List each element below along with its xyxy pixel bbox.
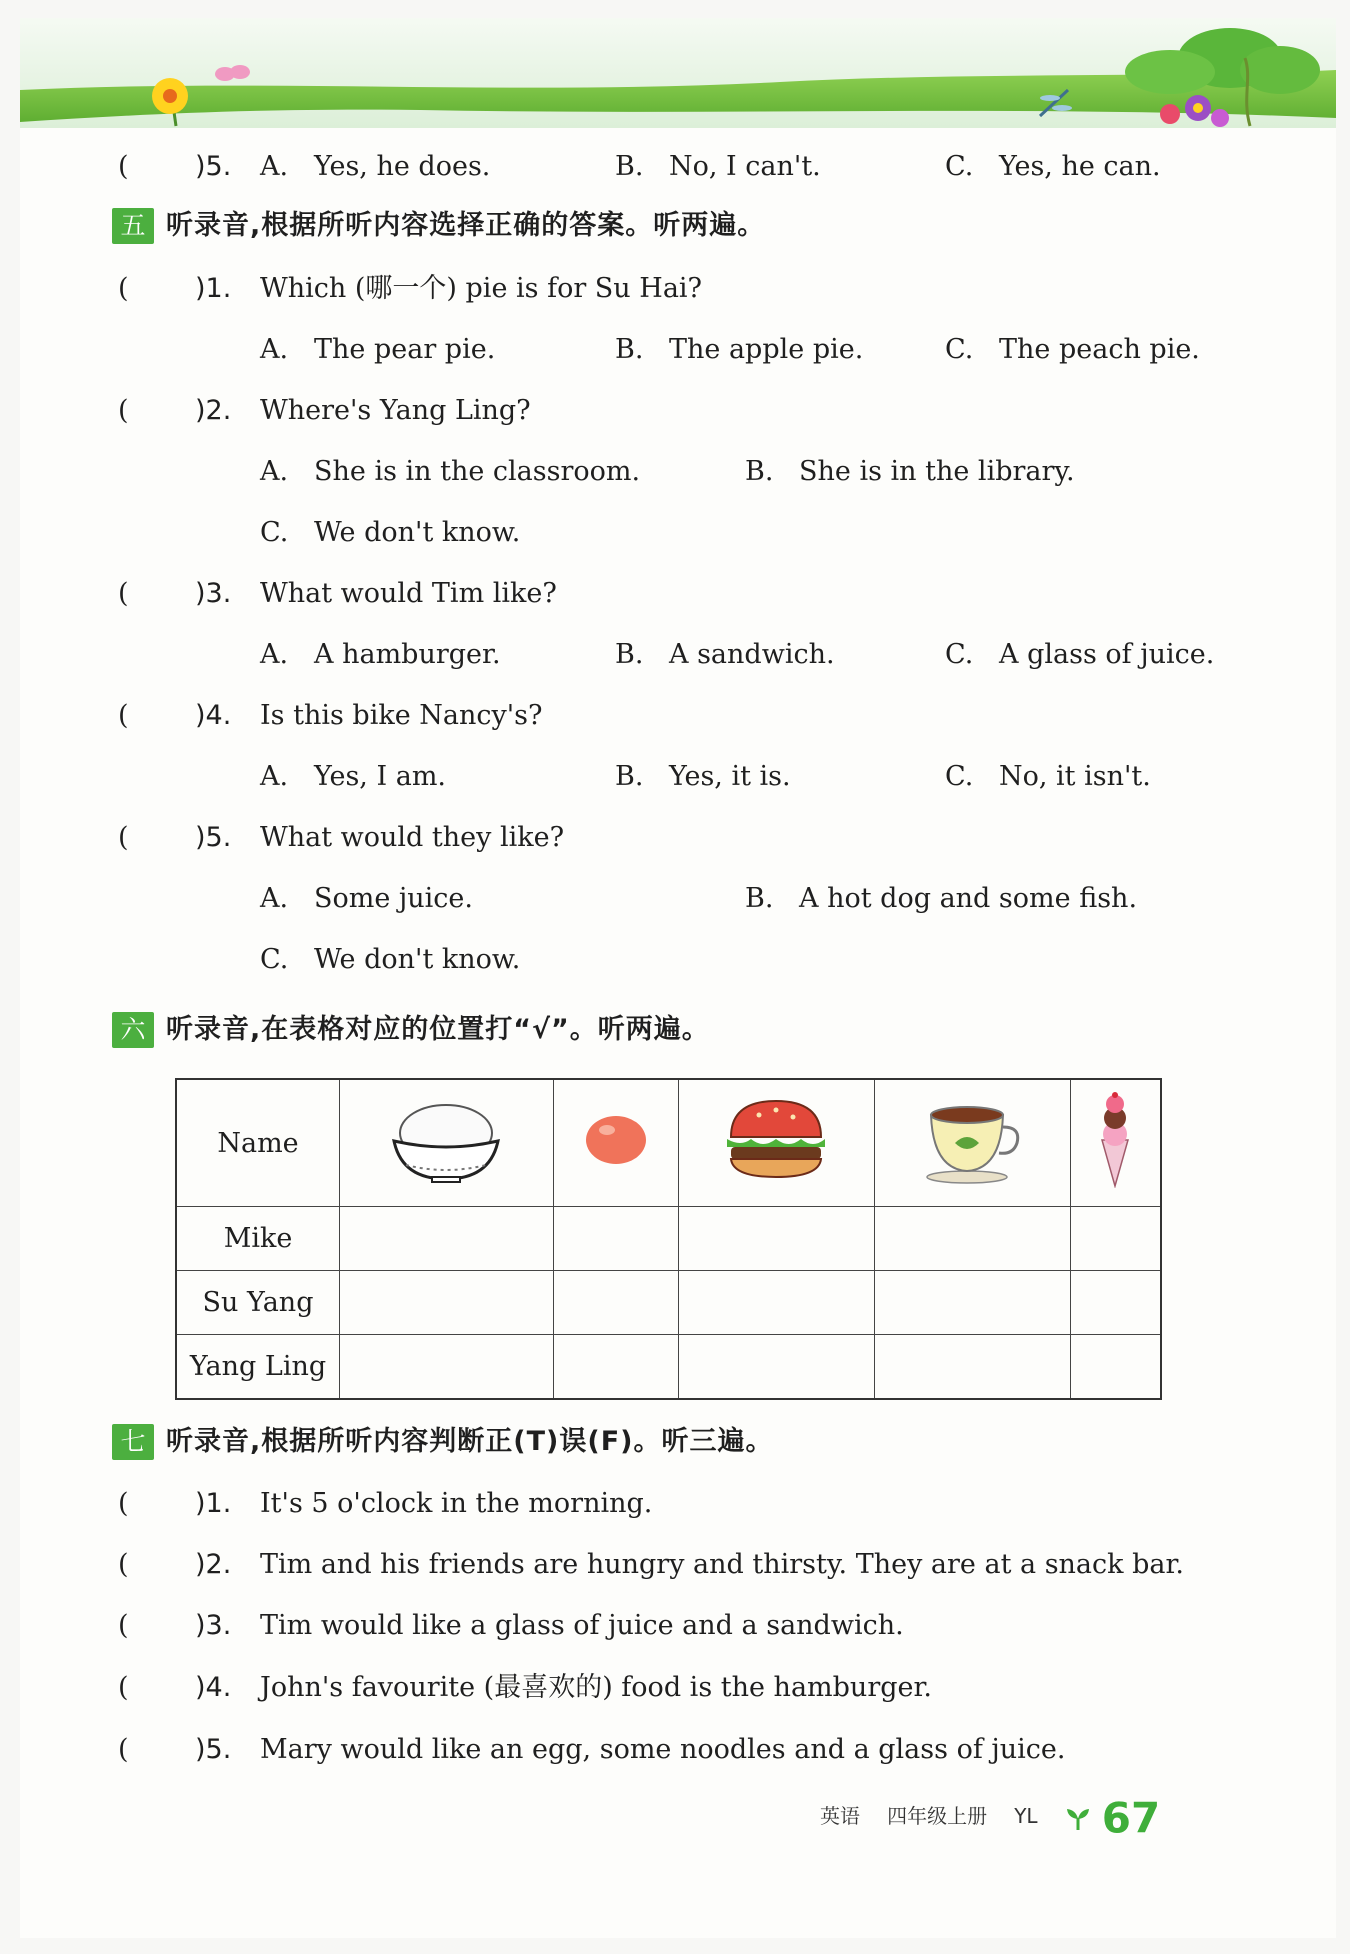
statement-text: Mary would like an egg, some noodles and a glass of juice.	[260, 1734, 1066, 1765]
question-row	[20, 572, 1336, 616]
options-row	[20, 938, 1336, 982]
section-title: 听录音,根据所听内容判断正(T)误(F)。听三遍。	[166, 1426, 774, 1457]
option-letter: B.	[615, 151, 644, 182]
option-letter: A.	[260, 883, 289, 914]
statement-text: Tim would like a glass of juice and a sandwich.	[260, 1610, 904, 1641]
option-text: The pear pie.	[314, 334, 496, 365]
answer-blank[interactable]: (	[118, 1672, 129, 1703]
check-cell[interactable]	[553, 1335, 678, 1400]
option-letter: B.	[615, 639, 644, 670]
option-text: The peach pie.	[999, 334, 1200, 365]
answer-blank[interactable]: (	[118, 273, 129, 304]
options-row	[20, 511, 1336, 555]
option-b	[615, 145, 821, 189]
hamburger-icon	[721, 1095, 831, 1185]
name-column-header: Name	[176, 1079, 340, 1207]
option-text: We don't know.	[314, 517, 521, 548]
option-b	[615, 633, 835, 677]
option-letter: A.	[260, 456, 289, 487]
option-letter: A.	[260, 334, 289, 365]
table-row	[176, 1207, 1161, 1271]
option-text: The apple pie.	[669, 334, 864, 365]
question-number: )2.	[195, 395, 232, 426]
statement-row	[20, 1728, 1336, 1772]
check-cell[interactable]	[1070, 1207, 1161, 1271]
check-cell[interactable]	[340, 1335, 554, 1400]
statement-number: )2.	[195, 1549, 232, 1580]
question-row	[20, 694, 1336, 738]
option-c	[945, 328, 1200, 372]
page-footer	[820, 1788, 1160, 1844]
options-row	[20, 877, 1336, 921]
option-letter: B.	[745, 883, 774, 914]
option-letter: C.	[945, 761, 974, 792]
question-row	[20, 816, 1336, 860]
option-text: We don't know.	[314, 944, 521, 975]
student-name: Su Yang	[176, 1271, 340, 1335]
option-letter: B.	[615, 761, 644, 792]
option-text: No, it isn't.	[999, 761, 1151, 792]
option-text: She is in the classroom.	[314, 456, 641, 487]
option-a	[260, 755, 446, 799]
option-letter: C.	[945, 639, 974, 670]
option-c	[260, 938, 520, 982]
question-row	[20, 389, 1336, 433]
statement-row	[20, 1543, 1336, 1587]
option-b	[745, 877, 1137, 921]
tea-cup-icon	[917, 1095, 1027, 1185]
option-letter: A.	[260, 639, 289, 670]
answer-blank[interactable]: (	[118, 1610, 129, 1641]
option-c	[945, 755, 1151, 799]
question-number: )3.	[195, 578, 232, 609]
food-column-egg	[553, 1079, 678, 1207]
option-text: Yes, it is.	[669, 761, 791, 792]
rice-bowl-icon	[386, 1095, 506, 1185]
sprout-icon	[1065, 1806, 1091, 1832]
section-5-header	[112, 204, 765, 248]
option-letter: C.	[945, 334, 974, 365]
check-cell[interactable]	[874, 1207, 1070, 1271]
option-text: A hamburger.	[314, 639, 501, 670]
option-a	[260, 328, 495, 372]
statement-row	[20, 1604, 1336, 1648]
statement-number: )1.	[195, 1488, 232, 1519]
section-7-header	[112, 1420, 773, 1464]
check-cell[interactable]	[1070, 1335, 1161, 1400]
option-text: Yes, he can.	[999, 151, 1161, 182]
option-letter: B.	[745, 456, 774, 487]
option-b	[615, 328, 863, 372]
subject-label: 英语	[820, 1804, 860, 1828]
food-checklist-table	[175, 1078, 1162, 1400]
statement-number: )5.	[195, 1734, 232, 1765]
option-b	[615, 755, 791, 799]
option-text: Yes, I am.	[314, 761, 447, 792]
header-banner	[20, 18, 1336, 148]
check-cell[interactable]	[874, 1335, 1070, 1400]
question-number: )5.	[195, 151, 232, 182]
question-number: )4.	[195, 700, 232, 731]
option-text: A sandwich.	[669, 639, 835, 670]
option-c	[945, 633, 1214, 677]
table-row	[176, 1271, 1161, 1335]
question-number: )5.	[195, 822, 232, 853]
section-title: 听录音,根据所听内容选择正确的答案。听两遍。	[166, 210, 766, 241]
statement-row	[20, 1482, 1336, 1526]
answer-blank[interactable]: (	[118, 151, 129, 182]
option-c	[260, 511, 520, 555]
check-cell[interactable]	[678, 1335, 874, 1400]
question-text: What would Tim like?	[260, 578, 557, 609]
check-cell[interactable]	[553, 1271, 678, 1335]
section-6-header	[112, 1008, 710, 1052]
option-letter: A.	[260, 151, 289, 182]
option-a	[260, 877, 473, 921]
option-a	[260, 633, 501, 677]
page-number: 67	[1101, 1793, 1161, 1843]
option-a	[260, 145, 490, 189]
option-letter: C.	[260, 517, 289, 548]
answer-blank[interactable]: (	[118, 578, 129, 609]
check-cell[interactable]	[678, 1207, 874, 1271]
option-letter: B.	[615, 334, 644, 365]
check-cell[interactable]	[1070, 1271, 1161, 1335]
question-row	[20, 267, 1336, 311]
table-row	[176, 1335, 1161, 1400]
statement-text: It's 5 o'clock in the morning.	[260, 1488, 653, 1519]
option-text: Yes, he does.	[314, 151, 491, 182]
option-text: A glass of juice.	[999, 639, 1215, 670]
option-letter: C.	[260, 944, 289, 975]
options-row	[20, 633, 1336, 677]
check-cell[interactable]	[340, 1271, 554, 1335]
question-text: Is this bike Nancy's?	[260, 700, 543, 731]
statement-row	[20, 1666, 1336, 1710]
question-number: )1.	[195, 273, 232, 304]
check-cell[interactable]	[678, 1271, 874, 1335]
section-number-badge: 五	[112, 208, 154, 244]
check-cell[interactable]	[340, 1207, 554, 1271]
edition-label: YL	[1014, 1804, 1038, 1828]
food-column-tea	[874, 1079, 1070, 1207]
egg-icon	[581, 1110, 651, 1170]
statement-text: John's favourite (最喜欢的) food is the hamburger.	[260, 1672, 933, 1703]
student-name: Yang Ling	[176, 1335, 340, 1400]
question-text: Where's Yang Ling?	[260, 395, 531, 426]
options-row	[20, 450, 1336, 494]
section-number-badge: 七	[112, 1424, 154, 1460]
options-row	[20, 755, 1336, 799]
option-text: No, I can't.	[669, 151, 821, 182]
table-header-row	[176, 1079, 1161, 1207]
question-text: Which (哪一个) pie is for Su Hai?	[260, 273, 703, 304]
prev-question-row	[20, 145, 1336, 189]
student-name: Mike	[176, 1207, 340, 1271]
section-number-badge: 六	[112, 1012, 154, 1048]
answer-blank[interactable]: (	[118, 700, 129, 731]
option-text: A hot dog and some fish.	[799, 883, 1138, 914]
food-column-ice-cream	[1070, 1079, 1161, 1207]
option-c	[945, 145, 1161, 189]
section-title: 听录音,在表格对应的位置打“√”。听两遍。	[166, 1014, 710, 1045]
ice-cream-icon	[1090, 1092, 1140, 1188]
answer-blank[interactable]: (	[118, 395, 129, 426]
option-b	[745, 450, 1075, 494]
worksheet-page	[20, 18, 1336, 1938]
answer-blank[interactable]: (	[118, 1549, 129, 1580]
question-text: What would they like?	[260, 822, 565, 853]
grade-label: 四年级上册	[887, 1804, 988, 1828]
statement-number: )3.	[195, 1610, 232, 1641]
option-text: She is in the library.	[799, 456, 1075, 487]
statement-number: )4.	[195, 1672, 232, 1703]
answer-blank[interactable]: (	[118, 822, 129, 853]
option-letter: C.	[945, 151, 974, 182]
statement-text: Tim and his friends are hungry and thirsty. They are at a snack bar.	[260, 1549, 1184, 1580]
option-a	[260, 450, 640, 494]
option-letter: A.	[260, 761, 289, 792]
answer-blank[interactable]: (	[118, 1488, 129, 1519]
option-text: Some juice.	[314, 883, 473, 914]
options-row	[20, 328, 1336, 372]
check-cell[interactable]	[553, 1207, 678, 1271]
food-column-rice	[340, 1079, 554, 1207]
check-cell[interactable]	[874, 1271, 1070, 1335]
answer-blank[interactable]: (	[118, 1734, 129, 1765]
food-column-hamburger	[678, 1079, 874, 1207]
